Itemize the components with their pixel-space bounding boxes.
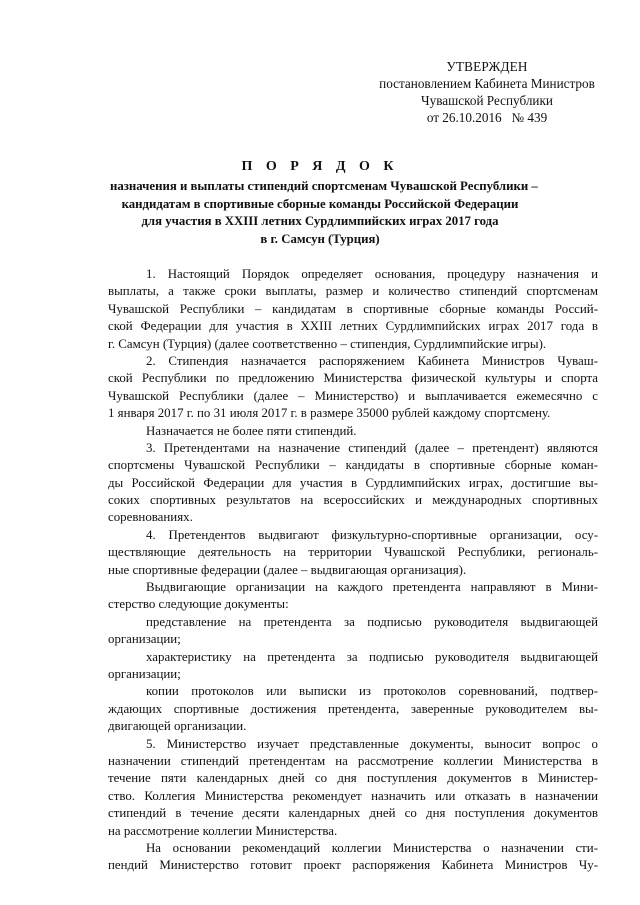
approval-status: УТВЕРЖДЕН [446, 59, 528, 74]
body-line: спортсмены Чувашской Республики – кандидаты в спортивные сборные коман- [108, 458, 598, 473]
body-line: ской Республики по предложению Министерства физической культуры и спорта [108, 371, 598, 386]
body-line: стипендий в течение десяти календарных дней со дня поступления документов [108, 806, 598, 821]
body-line: организации; [108, 632, 181, 647]
body-line: 1. Настоящий Порядок определяет основания, процедуру назначения и [146, 267, 598, 281]
body-line: соревнованиях. [108, 510, 193, 525]
body-line: 1 января 2017 г. по 31 июля 2017 г. в размере 35000 рублей каждому спортсмену. [108, 406, 551, 421]
body-line: пендий Министерство готовит проект распоряжения Кабинета Министров Чу- [108, 858, 598, 873]
body-line: назначении стипендий претендентам на рассмотрение коллегии Министерства в [108, 753, 598, 768]
body-line: 4. Претендентов выдвигают физкультурно-спортивные организации, осу- [146, 527, 598, 542]
body-line: стерство следующие документы: [108, 597, 289, 612]
title-heading: П О Р Я Д О К [241, 159, 399, 174]
body-line: характеристику на претендента за подписью руководителя выдвигающей [146, 649, 598, 664]
body-line: Назначается не более пяти стипендий. [146, 423, 357, 438]
body-line: г. Самсун (Турция) (далее соответственно – стипендия, Сурдлимпийские игры). [108, 336, 547, 351]
body-line: организации; [108, 666, 181, 681]
subtitle-line: в г. Самсун (Турция) [260, 231, 380, 246]
body-line: двигающей организации. [108, 719, 247, 734]
body-line: представление на претендента за подписью руководителя выдвигающей [146, 614, 598, 629]
body-line: ществляющие деятельность на территории Чувашской Республики, региональ- [108, 545, 598, 560]
body-line: соких спортивных результатов на всероссийских и международных спортивных [108, 493, 598, 508]
document-title [110, 157, 538, 248]
body-line: выплаты, а также сроки выплаты, размер и количество стипендий спортсменам [108, 284, 598, 299]
body-line: ждающих спортивные достижения претендента, заверенные руководителем вы- [108, 701, 598, 716]
body-line: ство. Коллегия Министерства рекомендует назначить или отказать в назначении [108, 788, 598, 803]
body-line: 3. Претендентами на назначение стипендий (далее – претендент) являются [146, 440, 598, 455]
body-line: Чувашской Республики – кандидатам в спортивные сборные команды Россий- [108, 301, 598, 316]
body-line: 2. Стипендия назначается распоряжением Кабинета Министров Чуваш- [146, 353, 598, 368]
body-line: течение пяти календарных дней со дня поступления документов в Министер- [108, 771, 598, 786]
subtitle-line: назначения и выплаты стипендий спортсменам Чувашской Республики – [110, 179, 538, 193]
approval-date-number: от 26.10.2016 № 439 [426, 110, 548, 125]
body-line: ской Федерации для участия в XXIII летних Сурдлимпийских играх 2017 года в [108, 319, 598, 334]
document-body [108, 266, 598, 875]
body-line: на рассмотрение коллегии Министерства. [108, 823, 338, 838]
body-line: 5. Министерство изучает представленные документы, выносит вопрос о [146, 736, 598, 751]
body-line: ды Российской Федерации для участия в Сурдлимпийских играх, достигшие вы- [108, 475, 598, 490]
body-line: На основании рекомендаций коллегии Министерства о назначении сти- [146, 840, 598, 855]
body-line: Чувашской Республики (далее – Министерство) и выплачивается ежемесячно с [108, 388, 598, 403]
body-line: Выдвигающие организации на каждого претендента направляют в Мини- [146, 580, 598, 595]
body-line: ные спортивные федерации (далее – выдвигающая организация). [108, 562, 467, 577]
approval-republic: Чувашской Республики [421, 93, 553, 108]
title-subtitle [110, 178, 538, 248]
approval-stamp [362, 58, 612, 126]
approval-authority: постановлением Кабинета Министров [379, 76, 595, 91]
subtitle-line: кандидатам в спортивные сборные команды Российской Федерации [121, 196, 519, 211]
body-line: копии протоколов или выписки из протоколов соревнований, подтвер- [146, 684, 598, 699]
subtitle-line: для участия в XXIII летних Сурдлимпийских играх 2017 года [141, 214, 499, 229]
